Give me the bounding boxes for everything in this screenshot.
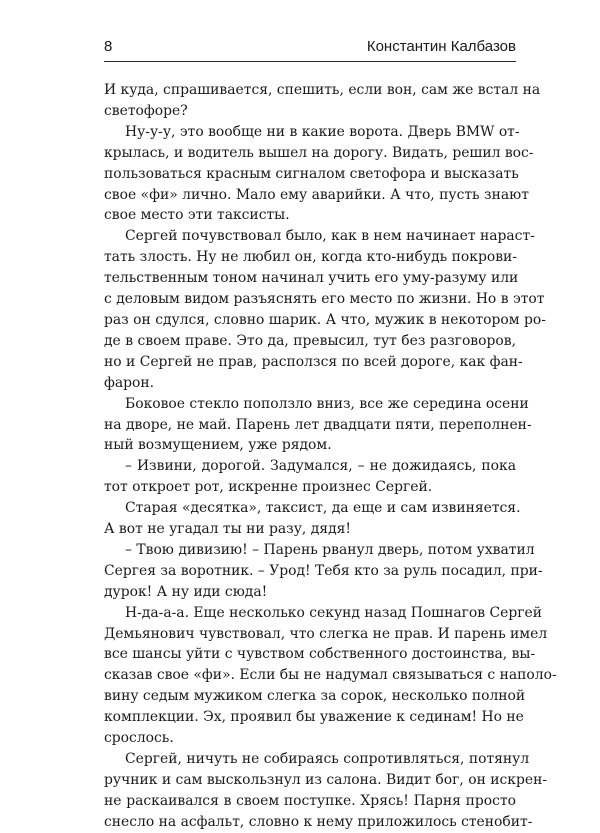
text-line: комплекции. Эх, проявил бы уважение к сединам! Но не bbox=[104, 709, 524, 726]
running-header bbox=[104, 37, 516, 62]
text-line: на дворе, не май. Парень лет двадцати пяти, переполнен- bbox=[104, 416, 532, 433]
header-author: Константин Калбазов bbox=[366, 38, 516, 55]
text-line: пользоваться красным сигналом светофора и высказать bbox=[104, 165, 519, 182]
text-line: все шансы уйти с чувством собственного достоинства, вы- bbox=[104, 646, 536, 663]
paragraph bbox=[104, 498, 521, 540]
text-line: ный возмущением, уже рядом. bbox=[104, 437, 332, 454]
text-line: светофоре? bbox=[104, 102, 188, 119]
text-line: Сергей почувствовал было, как в нем начинает нараст- bbox=[125, 228, 535, 245]
text-line: ручник и сам выскользнул из салона. Видит бог, он искрен- bbox=[104, 771, 548, 788]
body-text bbox=[104, 80, 557, 833]
text-line: – Извини, дорогой. Задумался, – не дожидаясь, пока bbox=[125, 458, 516, 475]
paragraph bbox=[104, 80, 541, 122]
text-line: сказав свое «фи». Если бы не надумал связываться с наполо- bbox=[104, 667, 557, 684]
text-line: тот откроет рот, искренне произнес Сергей. bbox=[104, 479, 433, 496]
text-line: свое «фи» лично. Мало ему аварийки. А что, пусть знают bbox=[104, 186, 529, 203]
paragraph bbox=[104, 749, 548, 833]
text-line: крылась, и водитель вышел на дорогу. Видать, решил вос- bbox=[104, 144, 534, 161]
text-line: Боковое стекло поползло вниз, все же середина осени bbox=[125, 395, 529, 412]
text-line: И куда, спрашивается, спешить, если вон, сам же встал на bbox=[104, 82, 541, 98]
text-line: раз он сдулся, словно шарик. А что, мужик в некотором ро- bbox=[104, 311, 546, 328]
paragraph bbox=[104, 456, 516, 498]
text-line: свое место эти таксисты. bbox=[104, 207, 290, 224]
text-line: Демьянович чувствовал, что слегка не прав. И парень имел bbox=[104, 625, 548, 642]
text-line: не раскаивался в своем поступке. Хрясь! Парня просто bbox=[104, 792, 516, 809]
text-line: но и Сергей не прав, расползся по всей дороге, как фан- bbox=[104, 353, 523, 370]
text-line: Сергея за воротник. – Урод! Тебя кто за руль посадил, при- bbox=[104, 562, 543, 579]
paragraph bbox=[104, 226, 546, 393]
paragraph bbox=[104, 540, 543, 603]
text-line: де в своем праве. Это да, превысил, тут без разговоров, bbox=[104, 332, 516, 349]
text-line: А вот не угадал ты ни разу, дядя! bbox=[104, 521, 351, 538]
paragraph bbox=[104, 603, 557, 749]
text-line: Старая «десятка», таксист, да еще и сам извиняется. bbox=[125, 500, 521, 517]
text-line: вину седым мужиком слегка за сорок, несколько полной bbox=[104, 688, 526, 705]
text-line: с деловым видом разъяснять его место по жизни. Но в этот bbox=[104, 291, 545, 308]
text-line: – Твою дивизию! – Парень рванул дверь, потом ухватил bbox=[125, 541, 535, 558]
text-line: Ну-у-у, это вообще ни в какие ворота. Дверь BMW от- bbox=[125, 123, 520, 140]
text-line: фарон. bbox=[104, 374, 155, 391]
text-line: снесло на асфальт, словно к нему приложилось стенобит- bbox=[104, 813, 533, 830]
text-line: Н-да-а-а. Еще несколько секунд назад Пошнагов Сергей bbox=[125, 604, 543, 621]
text-line: Сергей, ничуть не собираясь сопротивляться, потянул bbox=[125, 751, 530, 767]
page-number: 8 bbox=[104, 38, 113, 55]
text-line: дурок! А ну иди сюда! bbox=[104, 583, 268, 600]
text-line: срослось. bbox=[104, 730, 174, 747]
text-line: тельственным тоном начинал учить его уму-разуму или bbox=[104, 270, 519, 287]
text-line: тать злость. Ну не любил он, когда кто-нибудь покрови- bbox=[104, 249, 517, 266]
paragraph bbox=[104, 122, 534, 227]
paragraph bbox=[104, 394, 532, 457]
